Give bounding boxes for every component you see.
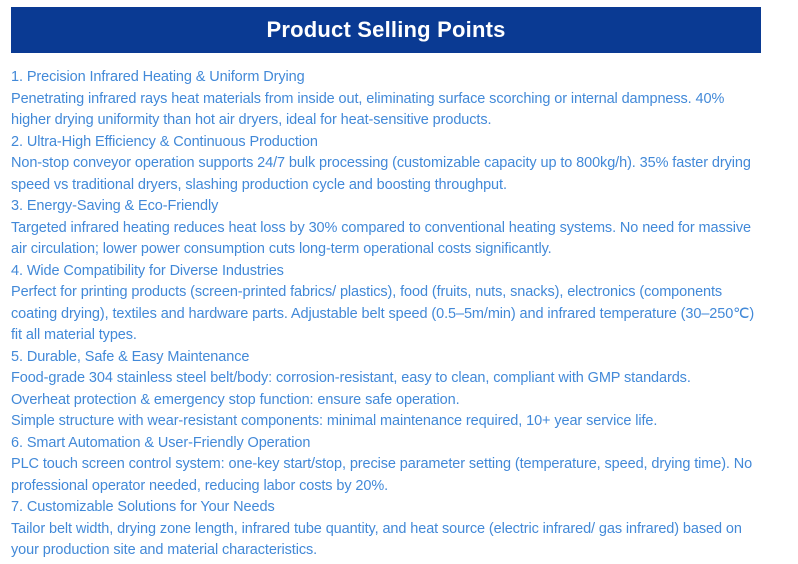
- selling-point-heading: 3. Energy-Saving & Eco-Friendly: [11, 198, 219, 214]
- selling-point-3: [11, 196, 767, 261]
- page-title: Product Selling Points: [266, 17, 506, 42]
- selling-point-text: Overheat protection & emergency stop function: ensure safe operation.: [11, 391, 460, 408]
- selling-point-text: Food-grade 304 stainless steel belt/body: corrosion-resistant, easy to clean, compliant with GMP standards.: [11, 370, 691, 386]
- selling-point-heading: 5. Durable, Safe & Easy Maintenance: [11, 348, 250, 365]
- selling-point-text: Penetrating infrared rays heat materials from inside out, eliminating surface scorching or internal dampness. 40% higher drying uniformity than hot air dryers, ideal for heat-sensitive products.: [11, 90, 725, 128]
- selling-point-2: [11, 132, 767, 197]
- selling-point-1: [11, 67, 767, 132]
- selling-point-text: PLC touch screen control system: one-key start/stop, precise parameter setting (temperature, speed, drying time). No professional operator needed, reducing labor costs by 20%.: [11, 456, 753, 494]
- selling-point-5: [11, 347, 767, 433]
- selling-point-text: Non-stop conveyor operation supports 24/7 bulk processing (customizable capacity up to 800kg/h). 35% faster drying speed vs traditional dryers, slashing production cycle and boosting throughput.: [11, 155, 751, 193]
- selling-point-text: Simple structure with wear-resistant components: minimal maintenance required, 10+ year service life.: [11, 413, 658, 429]
- selling-point-heading: 4. Wide Compatibility for Diverse Industries: [11, 262, 284, 279]
- section-banner: [11, 7, 761, 53]
- selling-point-heading: 1. Precision Infrared Heating & Uniform Drying: [11, 69, 305, 85]
- selling-point-4: [11, 261, 767, 347]
- selling-point-7: [11, 497, 767, 562]
- selling-point-text: Targeted infrared heating reduces heat loss by 30% compared to conventional heating systems. No need for massive air circulation; lower power consumption cuts long-term operational costs significantly.: [11, 219, 752, 257]
- selling-point-heading: 6. Smart Automation & User-Friendly Operation: [11, 434, 311, 451]
- selling-point-6: [11, 433, 767, 498]
- selling-point-heading: 7. Customizable Solutions for Your Needs: [11, 499, 275, 515]
- selling-point-text: Perfect for printing products (screen-printed fabrics/ plastics), food (fruits, nuts, snacks), electronics (components coating drying), textiles and hardware parts. Adjustable belt speed (0.5–5m/min) and infrared temperature (30–250℃) fit all material types.: [11, 284, 755, 343]
- selling-point-text: Tailor belt width, drying zone length, infrared tube quantity, and heat source (electric infrared/ gas infrared) based on your production site and material characteristics.: [11, 520, 742, 558]
- selling-point-heading: 2. Ultra-High Efficiency & Continuous Production: [11, 133, 318, 150]
- selling-points-list: [11, 67, 767, 562]
